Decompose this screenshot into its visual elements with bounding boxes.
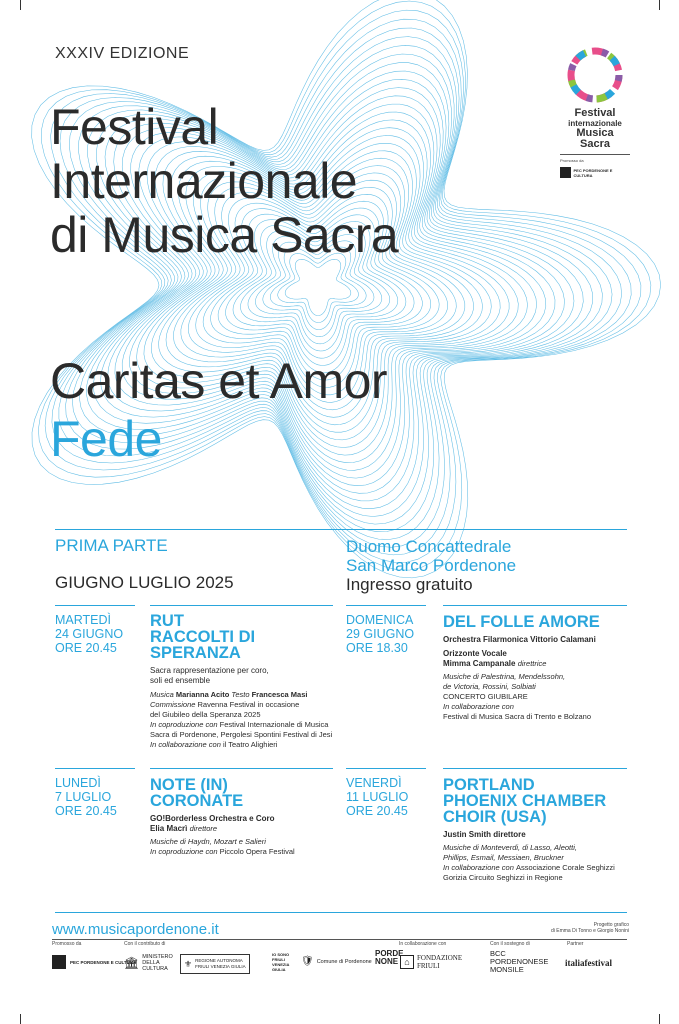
venue-line: Duomo Concattedrale — [346, 537, 512, 556]
event-credit: Orizzonte Vocale — [443, 649, 507, 658]
event-title-line: RACCOLTI DI — [150, 628, 256, 646]
title-line: Festival — [50, 99, 219, 155]
event-title-line: CORONATE — [150, 792, 244, 810]
event-details — [150, 814, 340, 857]
regione-emblem-icon: ⚜ — [184, 958, 193, 969]
divider — [55, 768, 135, 769]
ministero-logo — [124, 954, 173, 972]
event-title-line: DEL FOLLE AMORE — [443, 613, 600, 631]
ministero-line: CULTURA — [142, 966, 168, 972]
fondazione-line: FRIULI — [417, 962, 440, 970]
footer-caption: Con il contributo di — [124, 941, 166, 947]
divider — [55, 529, 627, 530]
festival-logo — [560, 42, 630, 178]
footer-caption: Partner — [567, 941, 584, 947]
iosono-line: FRIULI — [272, 957, 285, 962]
iosono-line: IO SONO — [272, 952, 290, 957]
comune-label: Comune di Pordenone — [316, 958, 372, 965]
divider — [55, 912, 627, 913]
event-details — [443, 830, 638, 883]
logo-promoted-label: Promosso da — [560, 158, 584, 163]
venue-line: San Marco Pordenone — [346, 556, 517, 575]
event-time: ORE 20.45 — [346, 804, 408, 818]
bcc-line: BCC — [490, 949, 506, 958]
event-time: ORE 20.45 — [55, 804, 117, 818]
event-date: 29 GIUGNO — [346, 627, 415, 641]
regione-line: FRIULI VENEZIA GIULIA — [195, 964, 246, 969]
ministero-emblem-icon: 🏛 — [124, 956, 140, 970]
wave-line — [278, 253, 359, 322]
event-day: MARTEDÌ — [55, 613, 112, 627]
event-credit: Musiche di Monteverdi, di Lasso, Aleotti, — [443, 843, 577, 852]
event-title-line: CHOIR (USA) — [443, 808, 547, 826]
event-details — [150, 666, 340, 750]
fondazione-emblem-icon: ⌂ — [400, 955, 414, 969]
event-day: DOMENICA — [346, 613, 414, 627]
footer-caption: Promosso da — [52, 941, 82, 947]
iosono-line: GIULIA — [272, 967, 286, 972]
event-title-line: RUT — [150, 612, 184, 630]
bcc-logo — [490, 950, 548, 974]
event-credit: In coproduzione con Piccolo Opera Festival — [150, 847, 295, 856]
event-credit: Musiche di Haydn, Mozart e Salieri — [150, 837, 266, 846]
design-credit — [551, 922, 629, 934]
iosono-logo — [272, 952, 289, 972]
event-credit: In coproduzione con Festival Internazionale di Musica — [150, 720, 329, 729]
wave-line — [285, 259, 351, 315]
comune-crest-icon: 🛡 — [301, 956, 314, 967]
logo-line: Musica — [576, 127, 614, 139]
divider — [443, 605, 627, 606]
crop-mark — [659, 0, 660, 10]
logo-line: internazionale — [568, 119, 622, 128]
event-title — [150, 613, 340, 661]
event-credit: Festival di Musica Sacra di Trento e Bolzano — [443, 712, 591, 721]
logo-line: Festival — [574, 107, 616, 119]
event-card — [443, 614, 633, 722]
crop-mark — [20, 1014, 21, 1024]
bcc-line: MONSILE — [490, 965, 524, 974]
event-lead: Justin Smith direttore — [443, 830, 526, 839]
event-credit: Sacra di Pordenone, Pergolesi Spontini Festival di Jesi — [150, 730, 333, 739]
event-title-line: NOTE (IN) — [150, 776, 228, 794]
event-when — [55, 613, 123, 655]
event-day: VENERDÌ — [346, 776, 402, 790]
logo-divider — [560, 154, 630, 155]
fondazione-logo — [400, 954, 462, 970]
event-day: LUNEDÌ — [55, 776, 101, 790]
title-line: di Musica Sacra — [50, 207, 399, 263]
pec-footer-label: PEC PORDENONE E CULTURA — [70, 959, 137, 965]
comune-logo — [301, 956, 372, 967]
title-line: Internazionale — [50, 153, 358, 209]
event-credit: Commissione Ravenna Festival in occasione — [150, 700, 300, 709]
event-credit: In collaborazione con il Teatro Alighieri — [150, 740, 278, 749]
subtitle-text: Caritas et Amor — [50, 353, 388, 409]
part-label: PRIMA PARTE — [55, 536, 168, 555]
event-lead: GO!Borderless Orchestra e Coro — [150, 814, 275, 823]
event-title-line: PHOENIX CHAMBER — [443, 792, 607, 810]
event-credit: Mimma Campanale direttrice — [443, 659, 547, 668]
event-credit: Musica Marianna Acito Testo Francesca Masi — [150, 690, 308, 699]
italiafestival-label: italiafestival — [565, 958, 612, 968]
regione-logo — [180, 954, 250, 974]
ring-logo-icon — [562, 42, 628, 108]
pec-label: PEC PORDENONE E CULTURA — [573, 167, 613, 178]
edition-subtitle — [50, 352, 387, 468]
event-credit: del Giubileo della Speranza 2025 — [150, 710, 261, 719]
crop-mark — [659, 1014, 660, 1024]
divider — [150, 605, 333, 606]
event-date: 11 LUGLIO — [346, 790, 409, 804]
ministero-line: MINISTERO — [142, 954, 173, 960]
event-card — [150, 613, 340, 750]
event-card — [150, 777, 340, 857]
bcc-line: PORDENONESE — [490, 957, 549, 966]
entry-label: Ingresso gratuito — [346, 575, 473, 594]
event-lead: Sacra rappresentazione per coro, — [150, 666, 269, 675]
event-date: 24 GIUGNO — [55, 627, 124, 641]
ministero-line: DELLA — [142, 960, 160, 966]
event-details — [443, 635, 633, 722]
venue-label — [346, 537, 516, 575]
event-credit: CONCERTO GIUBILARE — [443, 692, 528, 701]
footer-caption: Con il sostegno di — [490, 941, 530, 947]
event-title — [443, 777, 638, 825]
pordenone-line: NONE — [375, 957, 399, 966]
event-title — [443, 614, 633, 630]
event-credit: Musiche di Palestrina, Mendelssohn, — [443, 672, 566, 681]
event-title-line: SPERANZA — [150, 644, 241, 662]
divider — [150, 768, 333, 769]
event-when — [346, 776, 408, 818]
website-link[interactable]: www.musicapordenone.it — [52, 921, 219, 938]
event-when — [346, 613, 414, 655]
divider — [52, 939, 627, 940]
festival-title — [50, 100, 398, 262]
event-title — [150, 777, 340, 809]
event-credit: In collaborazione con — [443, 702, 514, 711]
divider — [443, 768, 627, 769]
theme-text: Fede — [50, 411, 162, 467]
design-credit-line: Progetto grafico — [593, 922, 629, 928]
footer-caption: In collaborazione con — [399, 941, 447, 947]
iosono-line: VENEZIA — [272, 962, 290, 967]
pec-logo-icon — [52, 955, 66, 969]
design-credit-line: di Emma Di Tonno e Giorgio Nonini — [550, 928, 629, 934]
event-credit: In collaborazione con Associazione Corale Seghizzi — [443, 863, 615, 872]
event-time: ORE 20.45 — [55, 641, 117, 655]
fondazione-line: FONDAZIONE — [417, 954, 463, 962]
event-card — [443, 777, 638, 883]
crop-mark — [20, 0, 21, 10]
logo-line: Sacra — [580, 138, 610, 150]
regione-line: REGIONE AUTONOMA — [195, 958, 243, 963]
event-credit: Gorizia Circuito Seghizzi in Regione — [443, 873, 563, 882]
event-title-line: PORTLAND — [443, 776, 535, 794]
event-date: 7 LUGLIO — [55, 790, 112, 804]
divider — [55, 605, 135, 606]
period-label: GIUGNO LUGLIO 2025 — [55, 573, 234, 592]
event-credit: Phillips, Esmail, Messiaen, Bruckner — [443, 853, 564, 862]
event-time: ORE 18.30 — [346, 641, 408, 655]
italiafestival-logo — [565, 958, 612, 968]
edition-label: XXXIV EDIZIONE — [55, 45, 190, 62]
wave-line — [45, 10, 641, 562]
event-lead: soli ed ensemble — [150, 676, 211, 685]
event-when — [55, 776, 117, 818]
divider — [346, 605, 426, 606]
pec-logo-icon — [560, 167, 571, 178]
event-credit: de Victoria, Rossini, Solbiati — [443, 682, 536, 691]
event-credit: Elia Macrì direttore — [150, 824, 218, 833]
event-lead: Orchestra Filarmonica Vittorio Calamani — [443, 635, 596, 644]
divider — [346, 768, 426, 769]
pordenone-line: PORDE — [375, 949, 404, 958]
